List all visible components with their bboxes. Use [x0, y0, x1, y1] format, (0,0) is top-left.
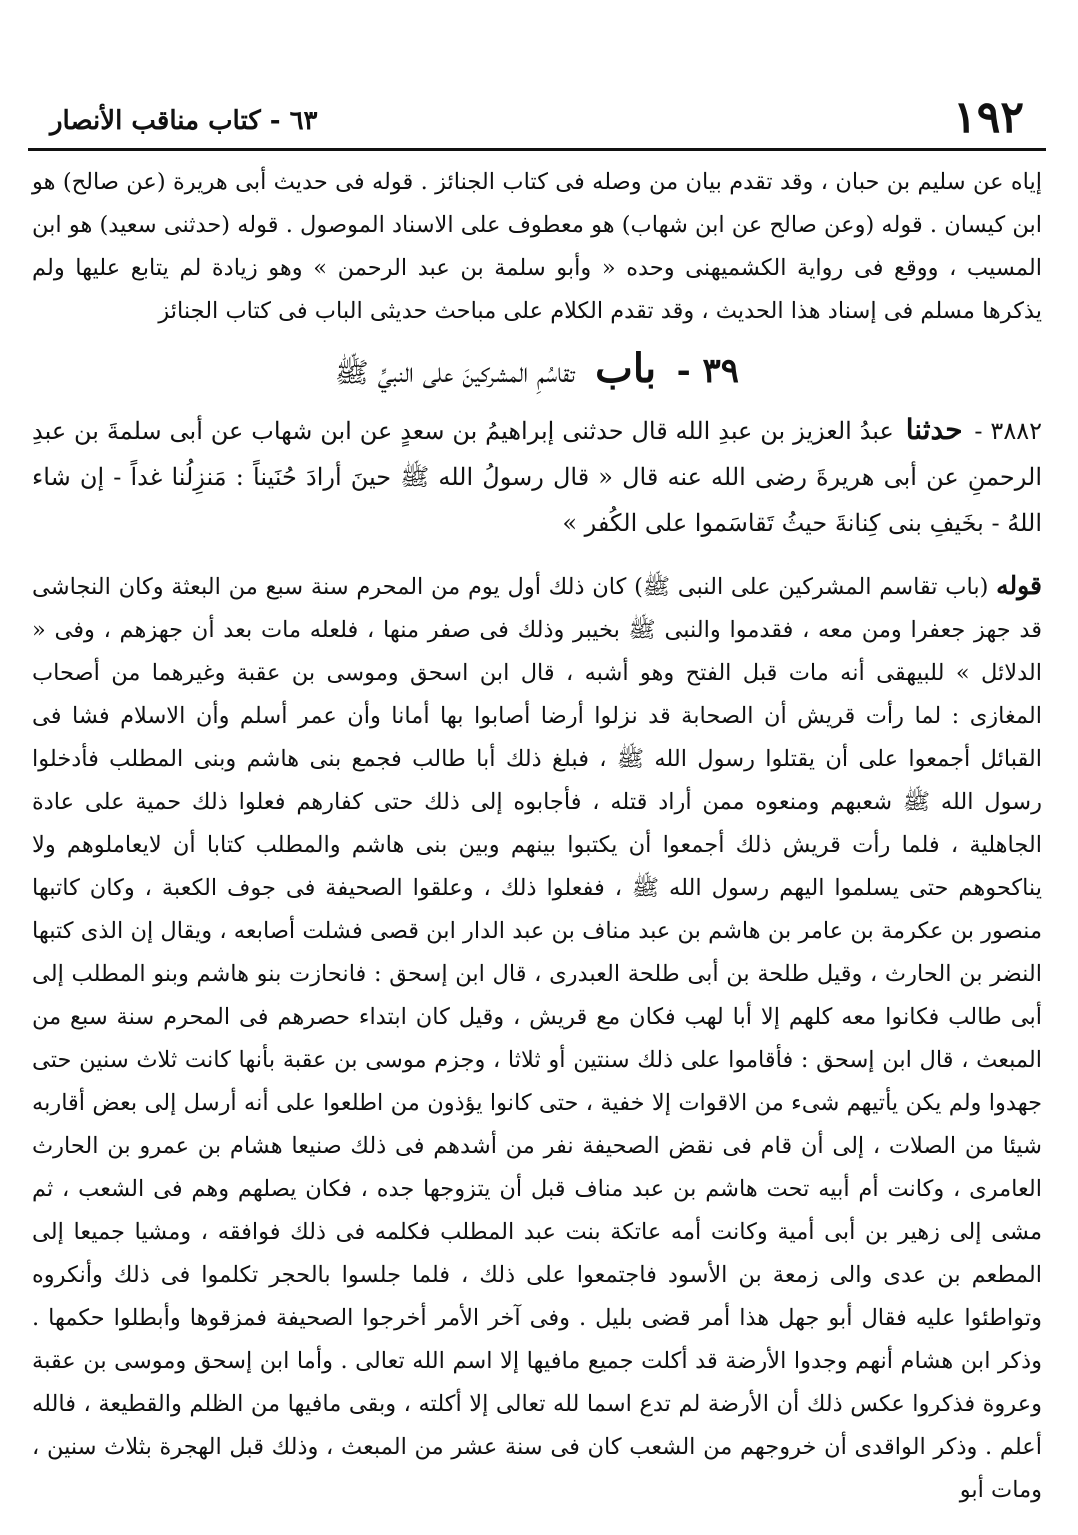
chapter-word: باب: [595, 345, 657, 392]
hadith-opening-word: حدثنا: [905, 413, 963, 446]
commentary-text: (باب تقاسم المشركين على النبى ﷺ) كان ذلك أول يوم من المحرم سنة سبع من البعثة وكان النجاشى قد جهز جعفرا ومن معه ، فقدموا والنبى ﷺ بخيبر وذلك فى صفر منها ، فلعله مات بعد أن جهزهم ، وفى « الدلائل » للبيهقى أنه مات قبل الفتح وهو أشبه ، قال ابن اسحق وموسى بن عقبة وغيرهما من أصحاب المغازى : لما رأت قريش أن الصحابة قد نزلوا أرضا أصابوا بها أمانا وأن عمر أسلم وأن الاسلام فشا فى القبائل أجمعوا على أن يقتلوا رسول الله ﷺ ، فبلغ ذلك أبا طالب فجمع بنى هاشم وبنى المطلب فأدخلوا رسول الله ﷺ شعبهم ومنعوه ممن أراد قتله ، فأجابوه إلى ذلك حتى كفارهم فعلوا ذلك حمية على عادة الجاهلية ، فلما رأت قريش ذلك أجمعوا أن يكتبوا بينهم وبين بنى هاشم والمطلب كتابا أن لايعاملوهم ولا يناكحوهم حتى يسلموا اليهم رسول الله ﷺ ، ففعلوا ذلك ، وعلقوا الصحيفة فى جوف الكعبة ، وكان كاتبها منصور بن عكرمة بن عامر بن هاشم بن عبد مناف بن عبد الدار ابن قصى فشلت أصابعه ، ويقال إن الذى كتبها النضر بن الحارث ، وقيل طلحة بن أبى طلحة العبدرى ، قال ابن إسحق : فانحازت بنو هاشم وبنو المطلب إلى أبى طالب فكانوا معه كلهم إلا أبا لهب فكان مع قريش ، وقيل كان ابتداء حصرهم فى المحرم سنة سبع من المبعث ، قال ابن إسحق : فأقاموا على ذلك سنتين أو ثلاثا ، وجزم موسى بن عقبة بأنها كانت ثلاث سنين حتى جهدوا ولم يكن يأتيهم شىء من الاقوات إلا خفية ، حتى كانوا يؤذون من اطلعوا على أنه أرسل إلى بعض أقاربه شيئا من الصلات ، إلى أن قام فى نقض الصحيفة نفر من أشدهم فى ذلك صنيعا هشام بن عمرو بن الحارث العامرى ، وكانت أم أبيه تحت هاشم بن عبد مناف قبل أن يتزوجها جده ، فكان يصلهم وهم فى الشعب ، ثم مشى إلى زهير بن أبى أمية وكانت أمه عاتكة بنت عبد المطلب فكلمه فى ذلك فوافقه ، ومشيا جميعا إلى المطعم بن عدى والى زمعة بن الأسود فاجتمعوا على ذلك ، فلما جلسوا بالحجر تكلموا فى ذلك وأنكروه وتواطئوا عليه فقال أبو جهل هذا أمر قضى بليل . وفى آخر الأمر أخرجوا الصحيفة فمزقوها وأبطلوا حكمها . وذكر ابن هشام أنهم وجدوا الأرضة قد أكلت جميع مافيها إلا اسم الله تعالى . وأما ابن إسحق وموسى بن عقبة وعروة فذكروا عكس ذلك أن الأرضة لم تدع اسما لله تعالى إلا أكلته ، وبقى مافيها من الظلم والقطيعة ، فالله أعلم . وذكر الواقدى أن خروجهم من الشعب كان فى سنة عشر من المبعث ، وذلك قبل الهجرة بثلاث سنين ، ومات أبو: [32, 574, 1042, 1503]
chapter-title: تقاسُمِ المشركينَ على النبيِّ ﷺ: [334, 356, 575, 389]
page-header: [28, 70, 1046, 143]
hadith-number: ٣٨٨٢ -: [974, 417, 1042, 445]
hadith-paragraph: [28, 407, 1046, 546]
chapter-heading: [28, 341, 1046, 401]
intro-paragraph: إياه عن سليم بن حبان ، وقد تقدم بيان من وصله فى كتاب الجنائز . قوله فى حديث أبى هريرة (عن صالح) هو ابن كيسان . قوله (وعن صالح عن ابن شهاب) هو معطوف على الاسناد الموصول . قوله (حدثنى سعيد) هو ابن المسيب ، ووقع فى رواية الكشميهنى وحده « وأبو سلمة بن عبد الرحمن » وهو زيادة لم يتابع عليها ولم يذكرها مسلم فى إسناد هذا الحديث ، وقد تقدم الكلام على مباحث حديثى الباب فى كتاب الجنائز: [32, 169, 1042, 324]
running-title: ٦٣ - كتاب مناقب الأنصار: [50, 106, 318, 136]
page-number: ١٩٢: [953, 92, 1024, 143]
chapter-number: ٣٩ -: [676, 351, 740, 391]
commentary-paragraph: [28, 564, 1046, 1512]
hadith-text: عبدُ العزيز بن عبدِ الله قال حدثنى إبراهيمُ بن سعدٍ عن ابن شهاب عن أبى سلمةَ بن عبدِ الرحمنِ عن أبى هريرةَ رضى الله عنه قال « قال رسولُ الله ﷺ حينَ أرادَ حُنَيناً : مَنزِلُنا غداً - إن شاء اللهُ - بخَيفِ بنى كِنانةَ حيثُ تَقاسَموا على الكُفر »: [32, 417, 1042, 537]
commentary-keyword: قوله: [996, 571, 1042, 600]
header-rule: [28, 148, 1046, 151]
